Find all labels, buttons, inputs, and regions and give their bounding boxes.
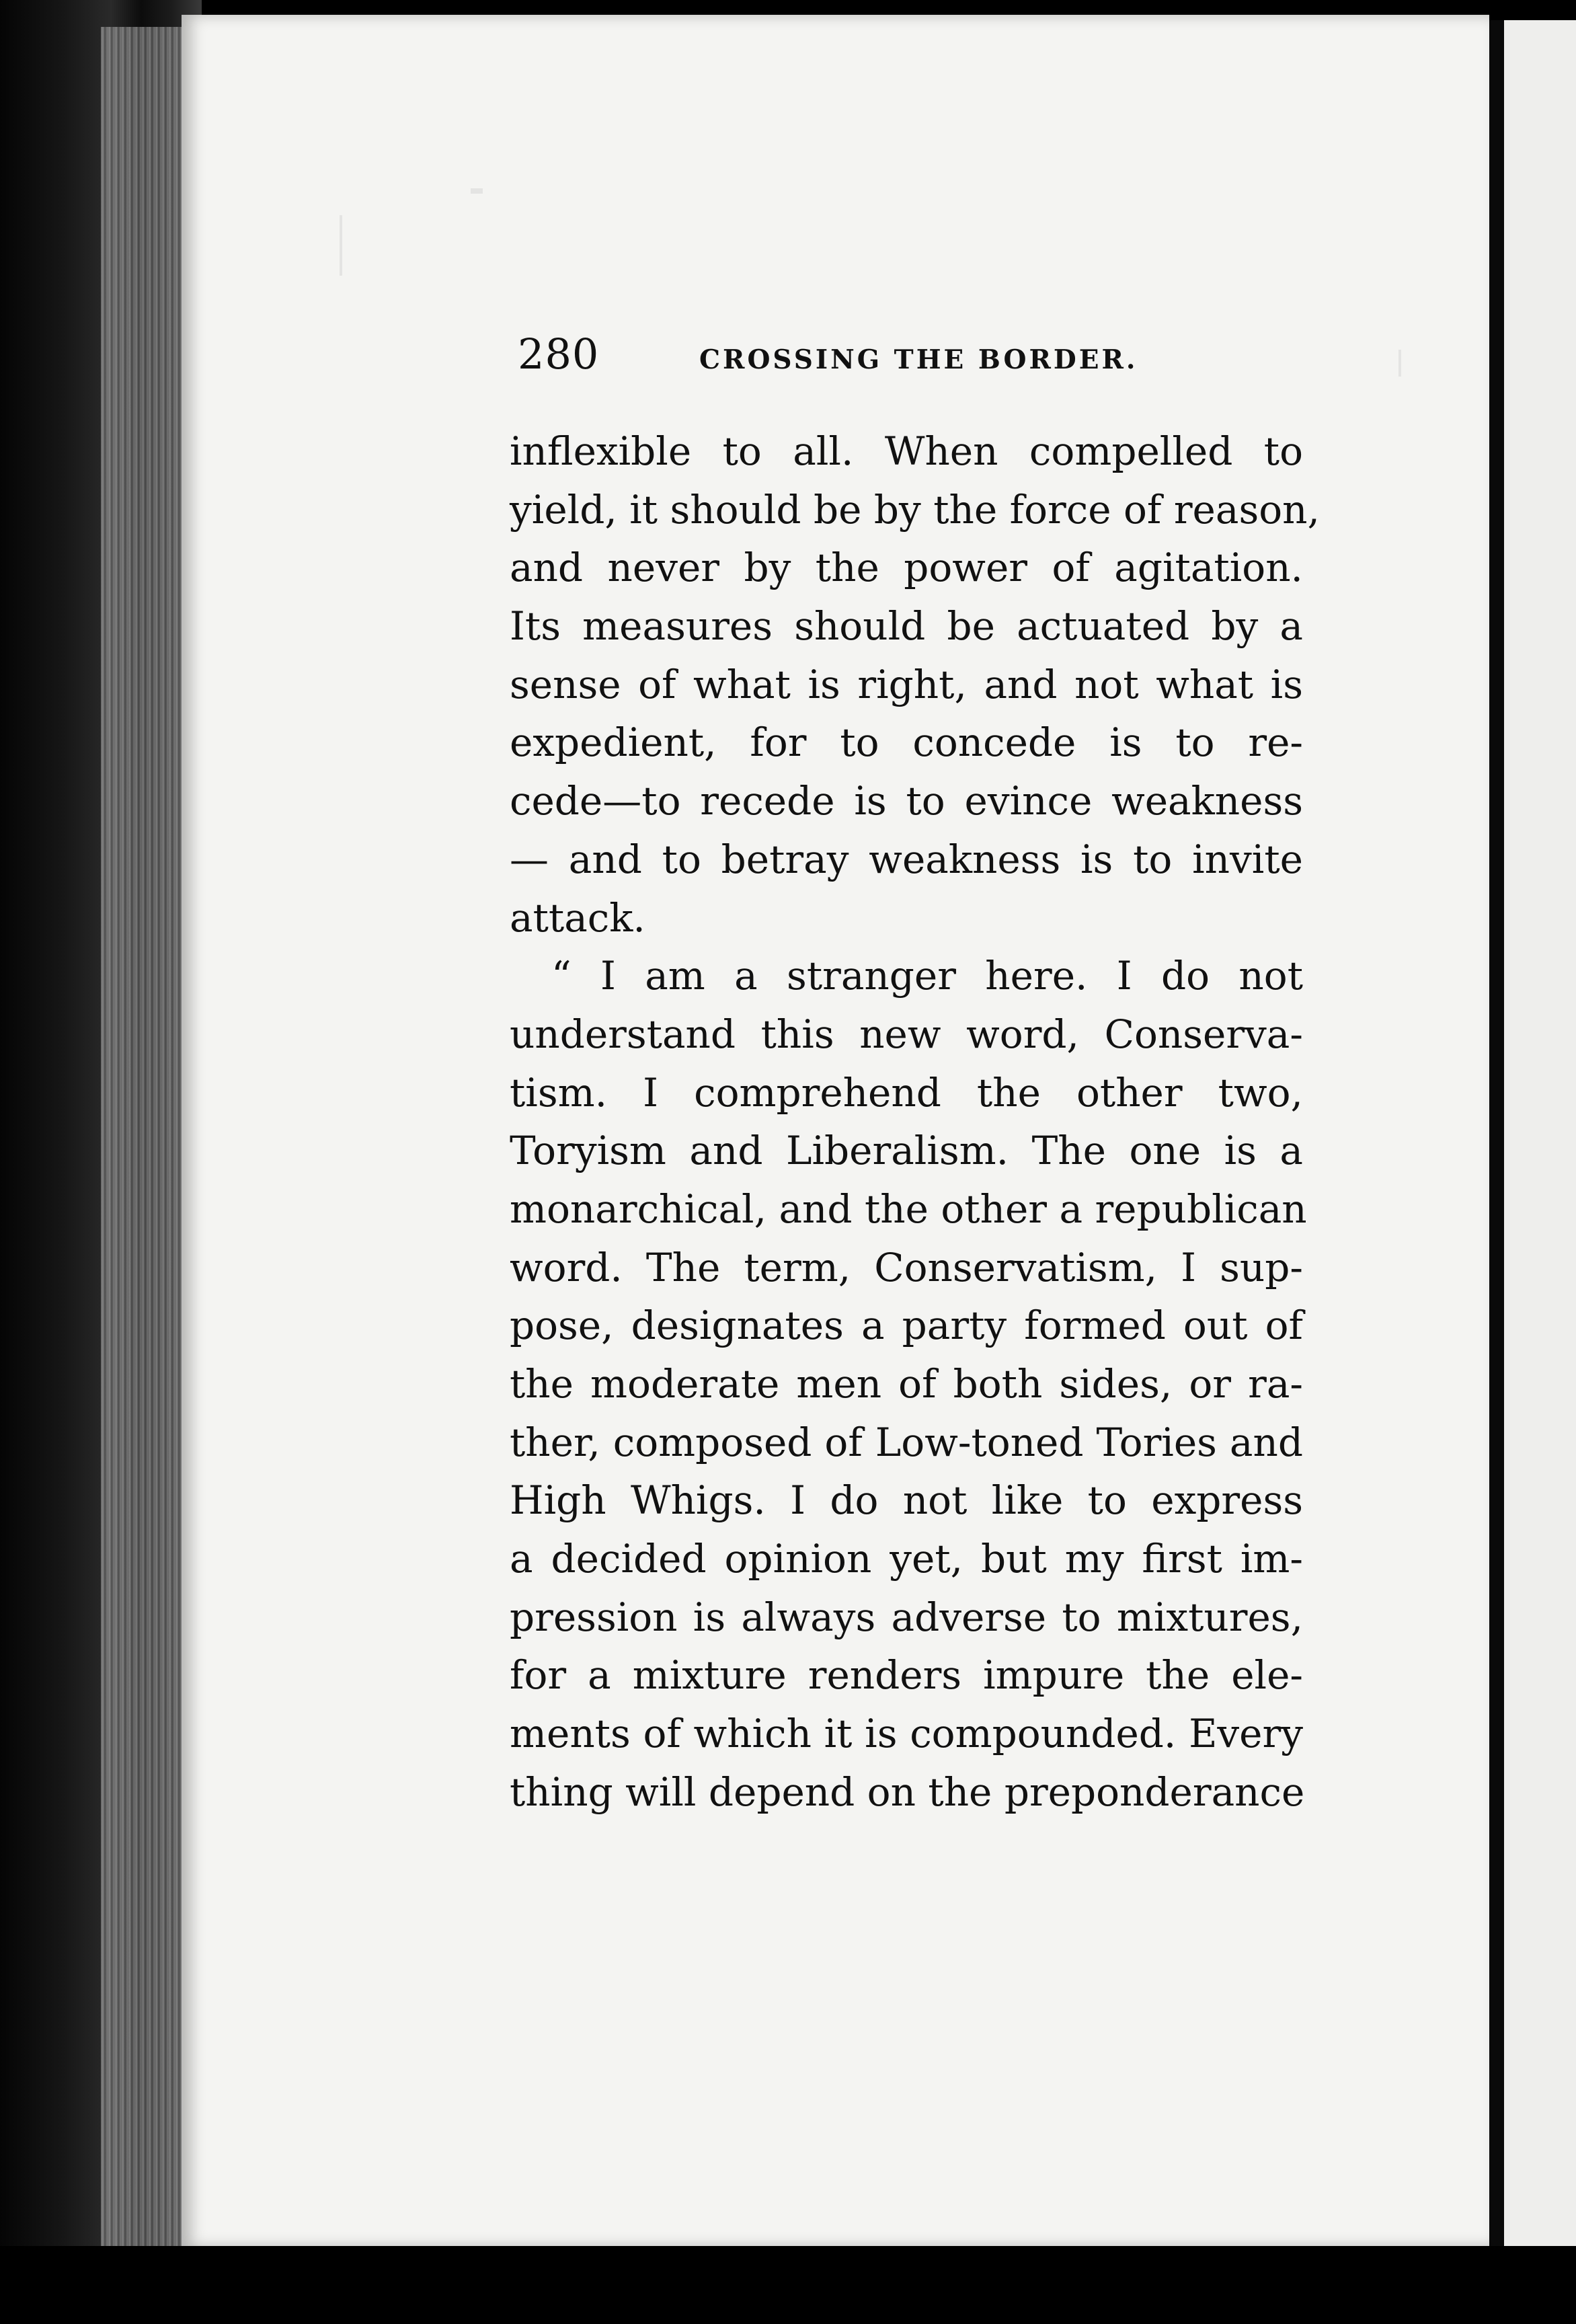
scan-speck — [340, 215, 342, 276]
page-header — [518, 330, 1298, 390]
body-text — [510, 422, 1320, 1822]
text-line: “ I am a stranger here. I do not — [551, 953, 1303, 999]
page-gutter-shadow — [1489, 20, 1504, 2253]
text-line: yield, it should be by the force of reason, — [510, 486, 1320, 533]
text-line: inflexible to all. When compelled to — [510, 428, 1303, 474]
text-line: expedient, for to concede is to re- — [510, 720, 1303, 766]
text-line: a decided opinion yet, but my first im- — [510, 1536, 1303, 1582]
text-line: the moderate men of both sides, or ra- — [510, 1361, 1303, 1407]
text-line: and never by the power of agitation. — [510, 545, 1303, 591]
running-title: CROSSING THE BORDER. — [699, 344, 1138, 375]
text-line: pression is always adverse to mixtures, — [510, 1594, 1303, 1640]
text-line: Its measures should be actuated by a — [510, 603, 1303, 650]
text-line: attack. — [510, 894, 645, 941]
text-line: thing will depend on the preponderance — [510, 1769, 1305, 1815]
page-stack-edges — [101, 27, 195, 2266]
text-line: monarchical, and the other a republican — [510, 1186, 1307, 1232]
text-line: High Whigs. I do not like to express — [510, 1477, 1303, 1524]
scan-speck — [471, 188, 483, 194]
text-line: word. The term, Conservatism, I sup- — [510, 1244, 1303, 1290]
scan-speck — [1398, 350, 1401, 377]
text-line: tism. I comprehend the other two, — [510, 1069, 1303, 1116]
text-line: sense of what is right, and not what is — [510, 661, 1303, 707]
text-line: ments of which it is compounded. Every — [510, 1711, 1303, 1757]
text-line: for a mixture renders impure the ele- — [510, 1652, 1303, 1699]
adjacent-page-edge — [1504, 20, 1576, 2259]
scan-bottom-border — [0, 2246, 1576, 2324]
page-number: 280 — [518, 330, 600, 379]
text-line: understand this new word, Conserva- — [510, 1011, 1303, 1057]
text-line: pose, designates a party formed out of — [510, 1303, 1303, 1349]
text-line: ther, composed of Low-toned Tories and — [510, 1419, 1303, 1465]
text-line: Toryism and Liberalism. The one is a — [510, 1128, 1303, 1174]
text-line: — and to betray weakness is to invite — [510, 836, 1303, 882]
text-line: cede—to recede is to evince weakness — [510, 778, 1303, 824]
